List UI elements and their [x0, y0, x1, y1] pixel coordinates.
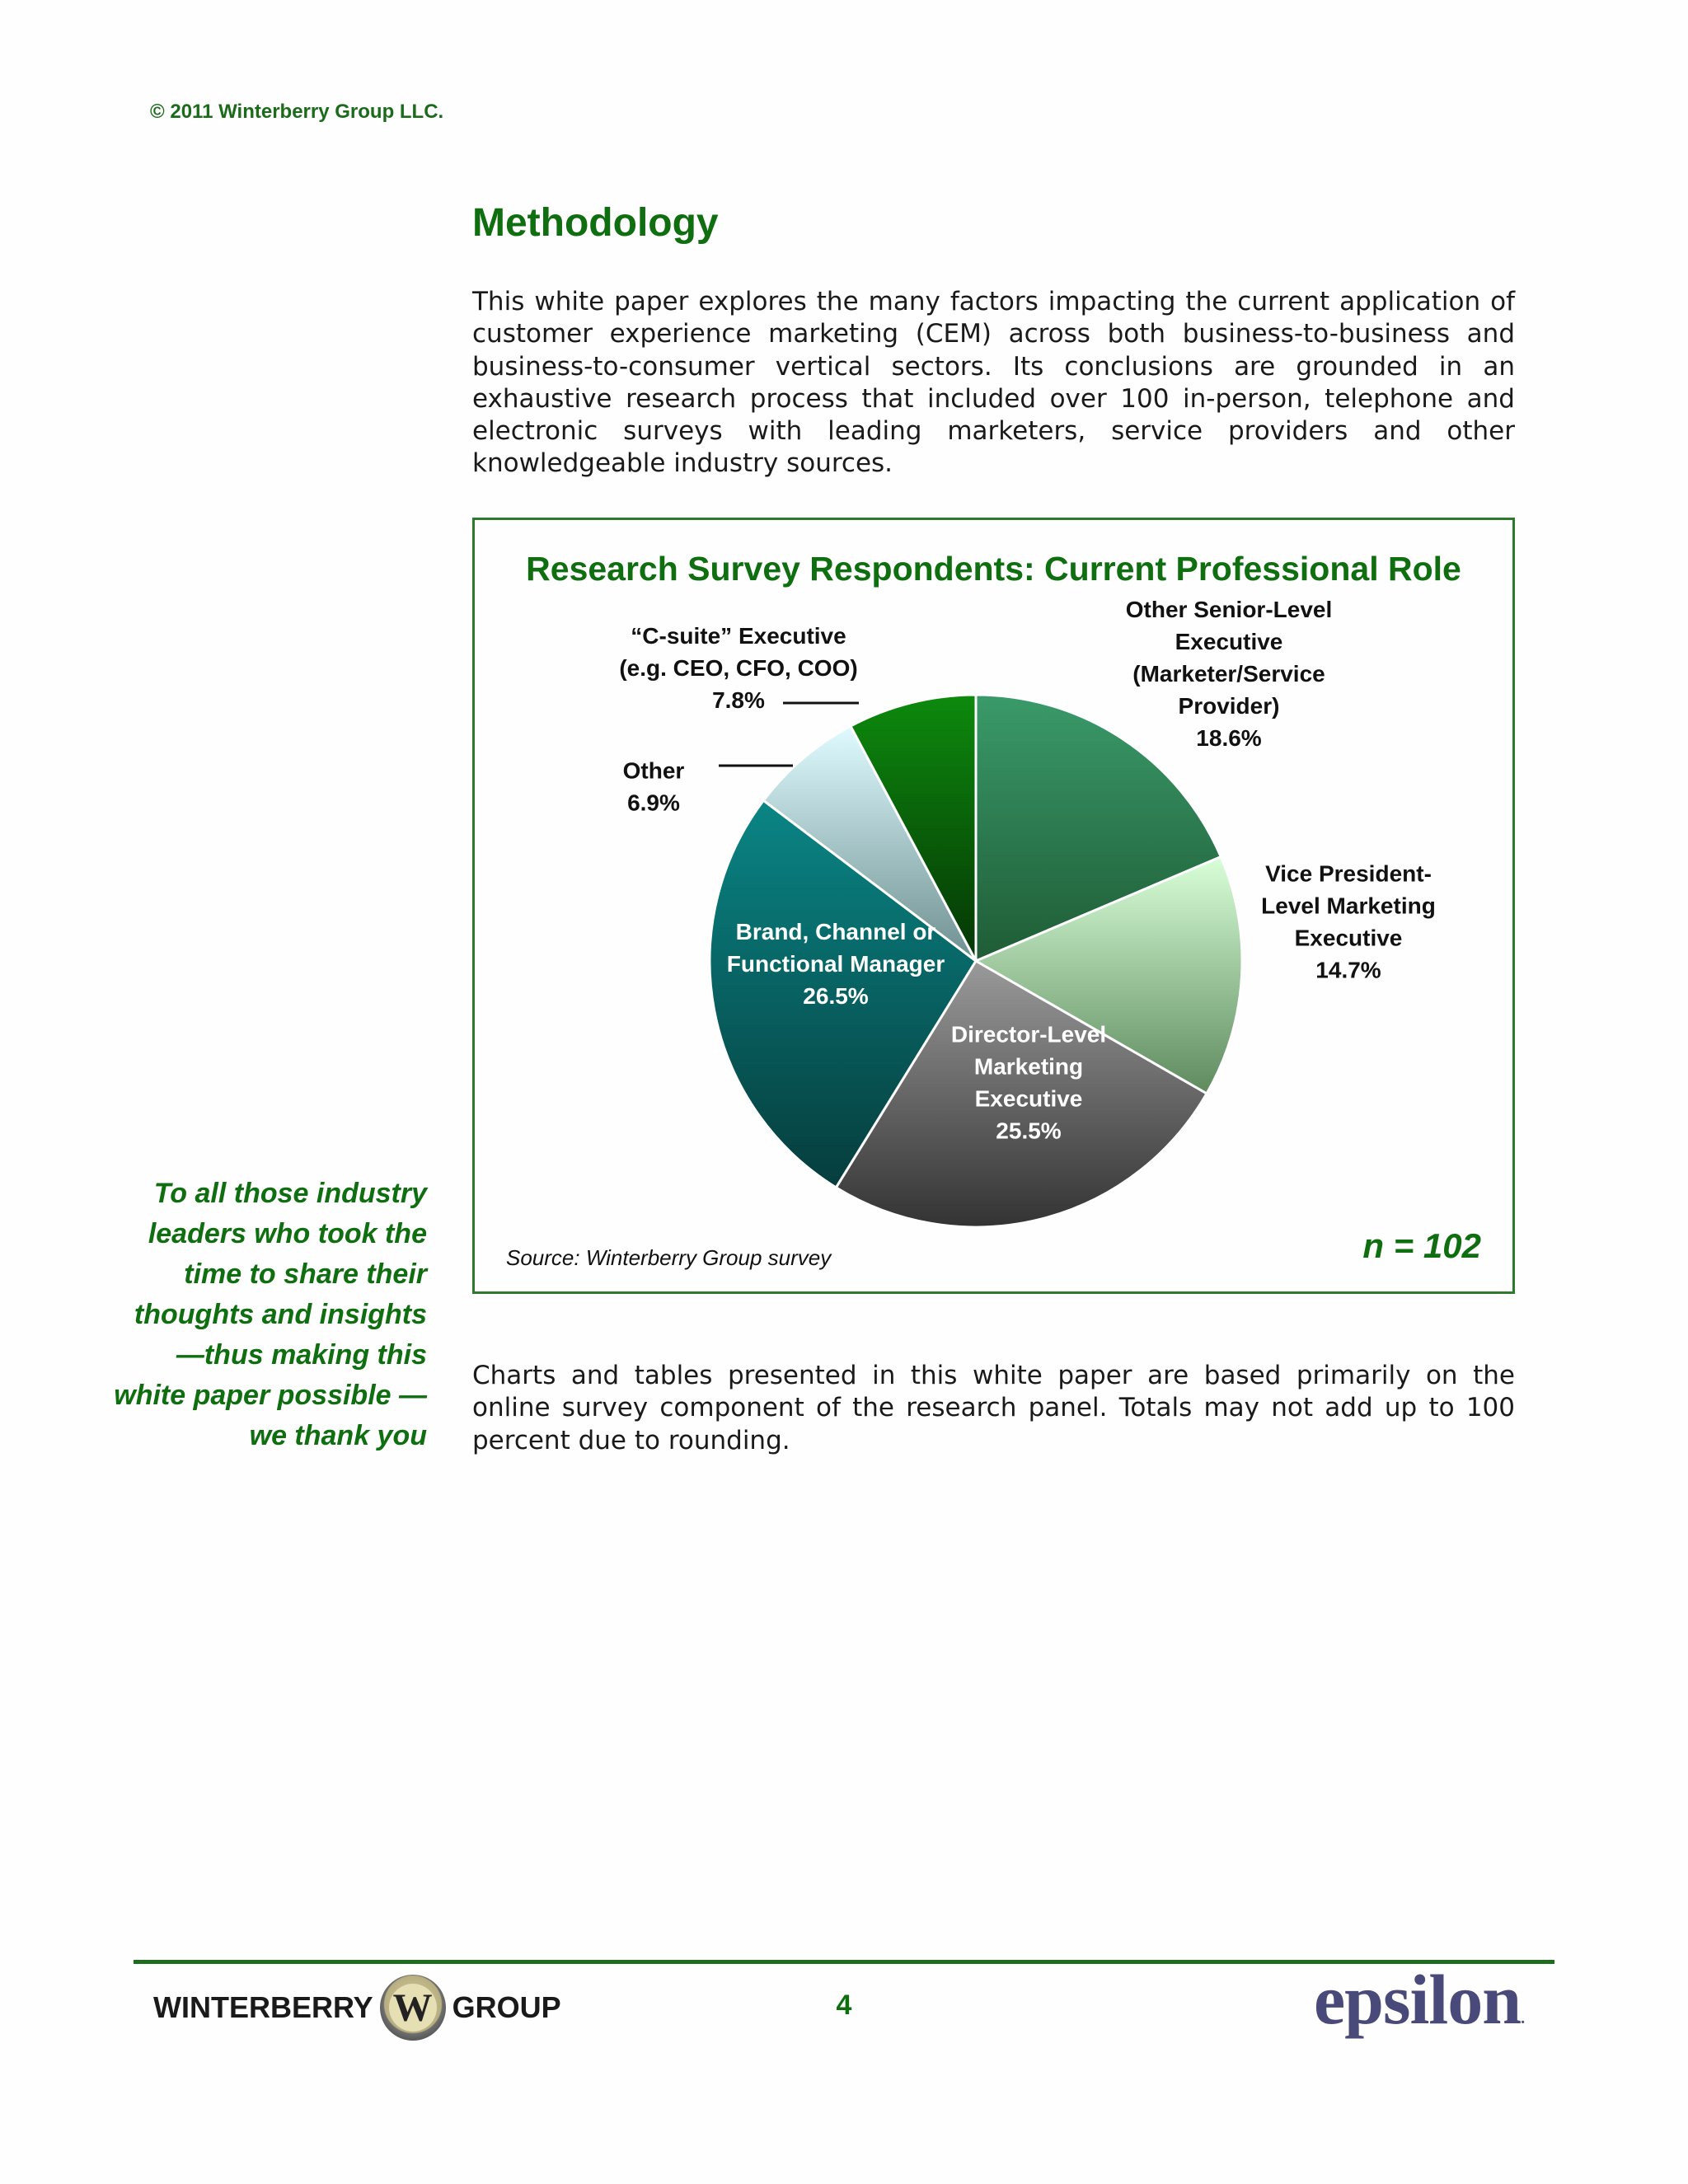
epsilon-logo	[1314, 1958, 1524, 2041]
page-number: 4	[836, 1990, 852, 2021]
slice-label-line: 25.5%	[996, 1118, 1062, 1144]
slice-label-line: Vice President-	[1265, 860, 1432, 887]
chart-source: Source: Winterberry Group survey	[506, 1245, 832, 1270]
chart-title: Research Survey Respondents: Current Professional Role	[526, 550, 1461, 588]
slice-label	[619, 623, 857, 713]
slice-label-line: “C-suite” Executive	[631, 623, 846, 649]
slice-label-line: Brand, Channel or	[735, 919, 936, 944]
slice-label-line: Provider)	[1178, 693, 1280, 719]
epsilon-logo-mark: .	[1521, 2009, 1525, 2027]
winterberry-logo	[153, 1973, 561, 2042]
slice-label-line: Executive	[1294, 925, 1403, 951]
copyright-notice: © 2011 Winterberry Group LLC.	[150, 101, 444, 123]
slice-label-line: Executive	[1175, 629, 1283, 654]
side-quote: To all those industry leaders who took the time to share their thoughts and insights —thus making this white paper possible —we thank you	[114, 1178, 427, 1451]
slice-label-line: 18.6%	[1196, 725, 1262, 751]
slice-label-line: 6.9%	[627, 790, 680, 816]
slice-label-line: 14.7%	[1315, 957, 1381, 983]
slice-label-line: Functional Manager	[726, 951, 945, 977]
winterberry-logo-right: GROUP	[452, 1990, 561, 2024]
sample-size: n = 102	[1362, 1226, 1481, 1265]
slice-label-line: 26.5%	[803, 983, 869, 1009]
slice-label-line: Other	[622, 757, 685, 784]
slice-label	[623, 758, 685, 816]
epsilon-logo-text: epsilon	[1314, 1960, 1522, 2039]
slice-label	[1126, 597, 1333, 751]
slice-label-line: (e.g. CEO, CFO, COO)	[619, 655, 858, 681]
slice-label-line: Director-Level	[950, 1021, 1107, 1047]
slice-label-line: Executive	[974, 1085, 1083, 1112]
intro-paragraph: This white paper explores the many factors impacting the current application of customer experience marketing (CEM) across both business-to-business and business-to-consumer vertical sectors. Its conclusions are grounded in an exhaustive research process that included over 100 in-person, telephone and electronic surveys with leading marketers, service providers and other knowledgeable industry sources.	[472, 287, 1515, 479]
closing-paragraph: Charts and tables presented in this white paper are based primarily on the online survey component of the research panel. Totals may not add up to 100 percent due to rounding.	[472, 1361, 1515, 1455]
pie-chart-panel	[472, 518, 1515, 1294]
winterberry-emblem-icon	[380, 1975, 446, 2041]
slice-label-line: Marketing	[973, 1053, 1084, 1080]
slice-label-line: (Marketer/Service	[1132, 661, 1325, 687]
winterberry-emblem-letter: W	[389, 1984, 437, 2032]
slice-label-line: Level Marketing	[1261, 893, 1436, 919]
pie-chart	[475, 520, 1512, 1291]
slice-label	[1261, 861, 1436, 983]
slice-label-line: 7.8%	[712, 687, 765, 713]
slice-label-line: Other Senior-Level	[1125, 597, 1333, 622]
winterberry-logo-left: WINTERBERRY	[153, 1990, 373, 2024]
section-title: Methodology	[472, 201, 719, 245]
